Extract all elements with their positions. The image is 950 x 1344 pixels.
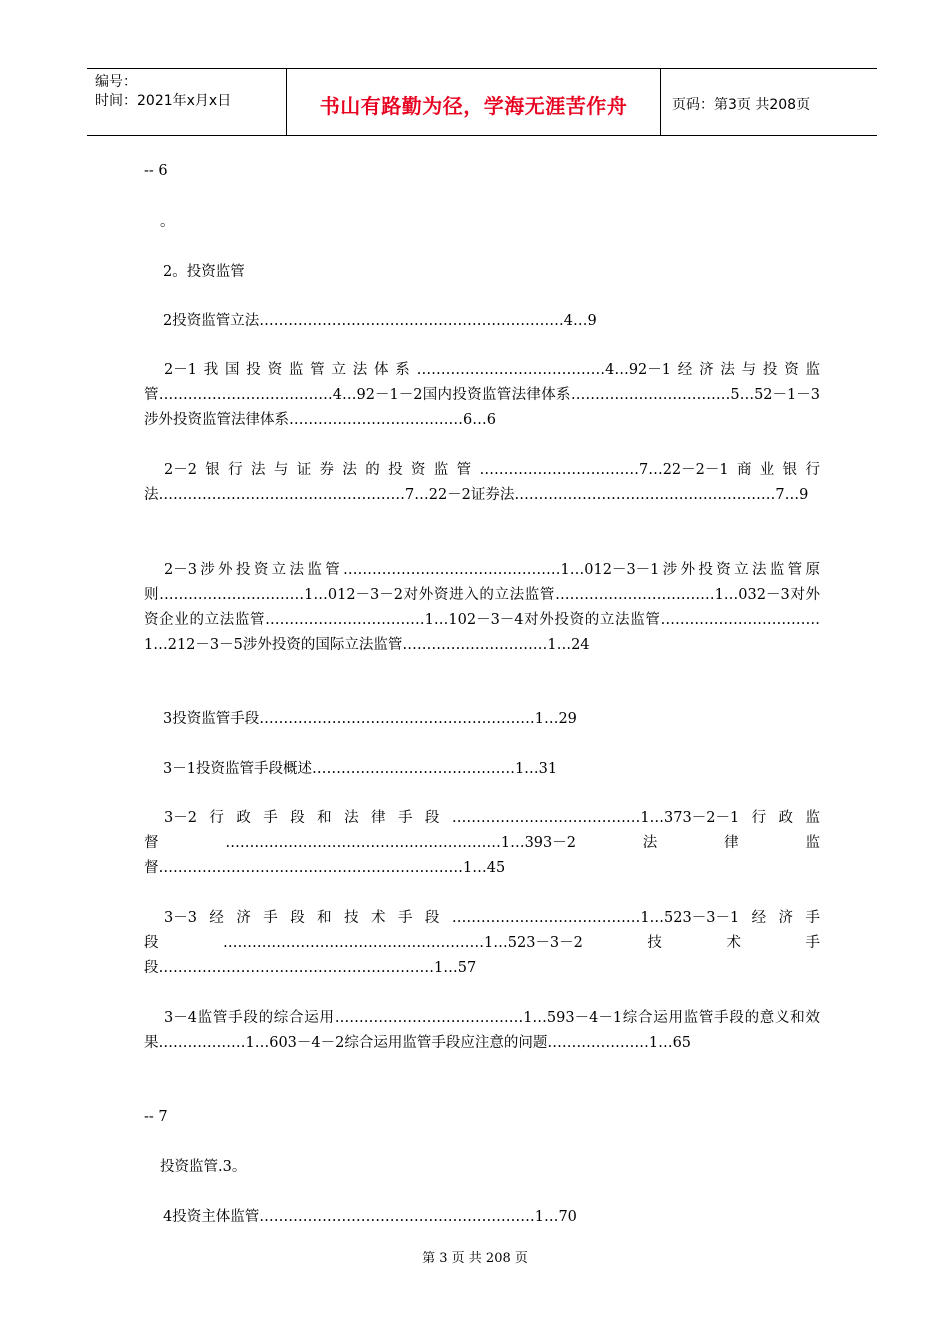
page-marker-7: -- 7	[144, 1109, 168, 1125]
toc-item-3-1: 3－1投资监管手段概述……………………………………1…31	[163, 761, 558, 777]
header-motto-cell	[287, 69, 661, 135]
toc-item-4: 4投资主体监管…………………………………………………1…70	[163, 1209, 577, 1225]
toc-item-2: 2投资监管立法………………………………………………………4…9	[163, 313, 597, 329]
toc-item-2-2: 2－2银行法与证券法的投资监管……………………………7…22－2－1商业银行法……………………………………………7…22－2证券法………………………………………………7…9	[144, 462, 820, 503]
header-page-info: 页码：第3页 共208页	[672, 97, 811, 113]
toc-item-3: 3投资监管手段…………………………………………………1…29	[163, 711, 577, 727]
header-motto: 书山有路勤为径，学海无涯苦作舟	[319, 94, 628, 118]
time-label: 时间：2021年x月x日	[95, 93, 232, 109]
document-header	[87, 68, 877, 136]
section-3-title: 投资监管.3。	[160, 1159, 247, 1175]
page-footer: 第 3 页 共 208 页	[422, 1251, 528, 1266]
number-label: 编号：	[95, 74, 137, 90]
dot-line: 。	[160, 214, 175, 230]
page-marker-6: -- 6	[144, 163, 168, 179]
toc-item-2-3: 2－3涉外投资立法监管………………………………………1…012－3－1涉外投资立法监管原则…………………………1…012－3－2对外资进入的立法监管……………………………1…032－3对外资企业的立法监管……………………………1…102－3－4对外投资的立法监管……………………………1…212－3－5涉外投资的国际立法监管…………………………1…24	[144, 562, 820, 653]
toc-item-2-1: 2－1我国投资监管立法体系…………………………………4…92－1经济法与投资监管………………………………4…92－1－2国内投资监管法律体系……………………………5…52－1－3涉外投资监管法律体系………………………………6…6	[144, 362, 820, 428]
toc-item-3-2: 3－2行政手段和法律手段…………………………………1…373－2－1行政监督…………………………………………………1…393－2法律监督………………………………………………………1…45	[144, 810, 820, 876]
toc-item-3-3: 3－3经济手段和技术手段…………………………………1…523－3－1经济手段………………………………………………1…523－3－2技术手段…………………………………………………1…57	[144, 910, 820, 976]
toc-item-3-4: 3－4监管手段的综合运用…………………………………1…593－4－1综合运用监管手段的意义和效果………………1…603－4－2综合运用监管手段应注意的问题…………………1…65	[144, 1010, 820, 1051]
section-2-title: 2。投资监管	[163, 264, 245, 280]
header-meta	[87, 69, 287, 135]
header-page-cell	[661, 69, 877, 135]
